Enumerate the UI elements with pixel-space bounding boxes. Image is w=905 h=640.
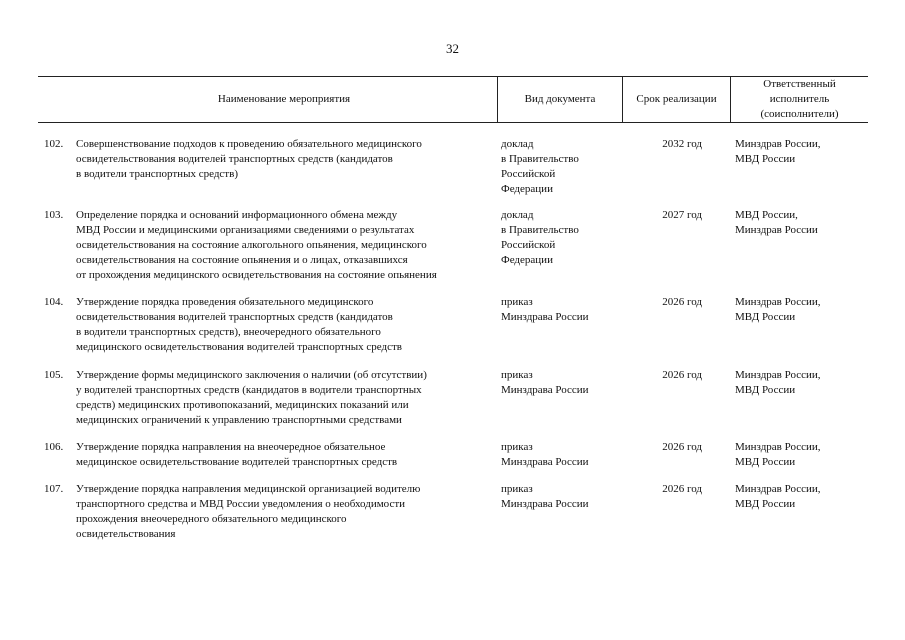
exec-line: МВД России <box>735 498 796 510</box>
row-term: 2026 год <box>662 483 702 495</box>
row-executor <box>735 368 865 398</box>
doc-line: Федерации <box>501 254 553 266</box>
doc-line: Федерации <box>501 183 553 195</box>
row-number: 103. <box>44 209 64 221</box>
exec-line: Минздрав России, <box>735 441 821 453</box>
row-name <box>76 137 492 182</box>
header-name: Наименование мероприятия <box>217 93 351 105</box>
name-line: Утверждение порядка направления медицинской организацией водителю <box>76 483 421 495</box>
header-doc-type: Вид документа <box>524 93 596 105</box>
exec-line: МВД России <box>735 311 796 323</box>
row-number: 105. <box>44 369 64 381</box>
page-number: 32 <box>446 41 459 56</box>
row-term: 2026 год <box>662 296 702 308</box>
row-name <box>76 295 492 355</box>
name-line: освидетельствования на состояние опьянения и о лицах, отказавшихся <box>76 254 408 266</box>
doc-line: приказ <box>501 483 533 495</box>
row-executor <box>735 137 865 167</box>
row-name <box>76 368 492 428</box>
row-doc-type <box>501 137 621 197</box>
row-executor <box>735 482 865 512</box>
row-name <box>76 482 492 542</box>
name-line: от прохождения медицинского освидетельствования на состояние опьянения <box>76 269 437 281</box>
doc-line: Минздрава России <box>501 456 589 468</box>
row-term: 2026 год <box>662 441 702 453</box>
name-line: прохождения внеочередного обязательного медицинского <box>76 513 347 525</box>
doc-line: приказ <box>501 369 533 381</box>
name-line: медицинского освидетельствования водителей транспортных средств <box>76 341 402 353</box>
exec-line: Минздрав России, <box>735 296 821 308</box>
exec-line: МВД России, <box>735 209 798 221</box>
name-line: Определение порядка и оснований информационного обмена между <box>76 209 398 221</box>
doc-line: Минздрава России <box>501 498 589 510</box>
name-line: освидетельствования водителей транспортных средств (кандидатов <box>76 311 393 323</box>
row-executor <box>735 208 865 238</box>
name-line: транспортного средства и МВД России уведомления о необходимости <box>76 498 406 510</box>
name-line: освидетельствования на состояние алкогольного опьянения, медицинского <box>76 239 427 251</box>
name-line: средств) медицинских противопоказаний, медицинских показаний или <box>76 399 409 411</box>
name-line: Совершенствование подходов к проведению обязательного медицинского <box>76 138 422 150</box>
exec-line: Минздрав России <box>735 224 818 236</box>
row-term: 2027 год <box>662 209 702 221</box>
header-executor-line: (соисполнители) <box>760 108 839 120</box>
doc-line: в Правительство <box>501 224 579 236</box>
row-executor <box>735 440 865 470</box>
row-term: 2026 год <box>662 369 702 381</box>
doc-line: Российской <box>501 168 556 180</box>
row-term: 2032 год <box>662 138 702 150</box>
row-name <box>76 208 492 283</box>
doc-line: в Правительство <box>501 153 579 165</box>
row-number: 107. <box>44 483 64 495</box>
exec-line: Минздрав России, <box>735 483 821 495</box>
row-doc-type <box>501 482 621 512</box>
header-executor-line: исполнитель <box>769 93 830 105</box>
table-header <box>38 76 868 123</box>
name-line: медицинских ограничений к управлению транспортными средствами <box>76 414 402 426</box>
row-number: 104. <box>44 296 64 308</box>
name-line: освидетельствования водителей транспортных средств (кандидатов <box>76 153 393 165</box>
header-executor <box>731 77 868 122</box>
row-executor <box>735 295 865 325</box>
name-line: Утверждение порядка проведения обязательного медицинского <box>76 296 374 308</box>
row-name <box>76 440 492 470</box>
row-number: 106. <box>44 441 64 453</box>
doc-line: доклад <box>501 209 534 221</box>
doc-line: Минздрава России <box>501 384 589 396</box>
doc-line: Российской <box>501 239 556 251</box>
name-line: в водители транспортных средств) <box>76 168 238 180</box>
name-line: МВД России и медицинскими организациями сведениями о результатах <box>76 224 415 236</box>
row-doc-type <box>501 295 621 325</box>
row-doc-type <box>501 440 621 470</box>
exec-line: МВД России <box>735 456 796 468</box>
row-doc-type <box>501 368 621 398</box>
doc-line: доклад <box>501 138 534 150</box>
doc-line: приказ <box>501 296 533 308</box>
row-doc-type <box>501 208 621 268</box>
doc-line: приказ <box>501 441 533 453</box>
header-term: Срок реализации <box>636 93 717 105</box>
name-line: в водители транспортных средств), внеочередного обязательного <box>76 326 381 338</box>
name-line: Утверждение формы медицинского заключения о наличии (об отсутствии) <box>76 369 427 381</box>
doc-line: Минздрава России <box>501 311 589 323</box>
exec-line: Минздрав России, <box>735 369 821 381</box>
name-line: освидетельствования <box>76 528 176 540</box>
row-number: 102. <box>44 138 64 150</box>
name-line: медицинское освидетельствование водителей транспортных средств <box>76 456 398 468</box>
name-line: у водителей транспортных средств (кандидатов в водители транспортных <box>76 384 422 396</box>
name-line: Утверждение порядка направления на внеочередное обязательное <box>76 441 386 453</box>
exec-line: Минздрав России, <box>735 138 821 150</box>
exec-line: МВД России <box>735 384 796 396</box>
exec-line: МВД России <box>735 153 796 165</box>
header-executor-line: Ответственный <box>763 78 836 90</box>
